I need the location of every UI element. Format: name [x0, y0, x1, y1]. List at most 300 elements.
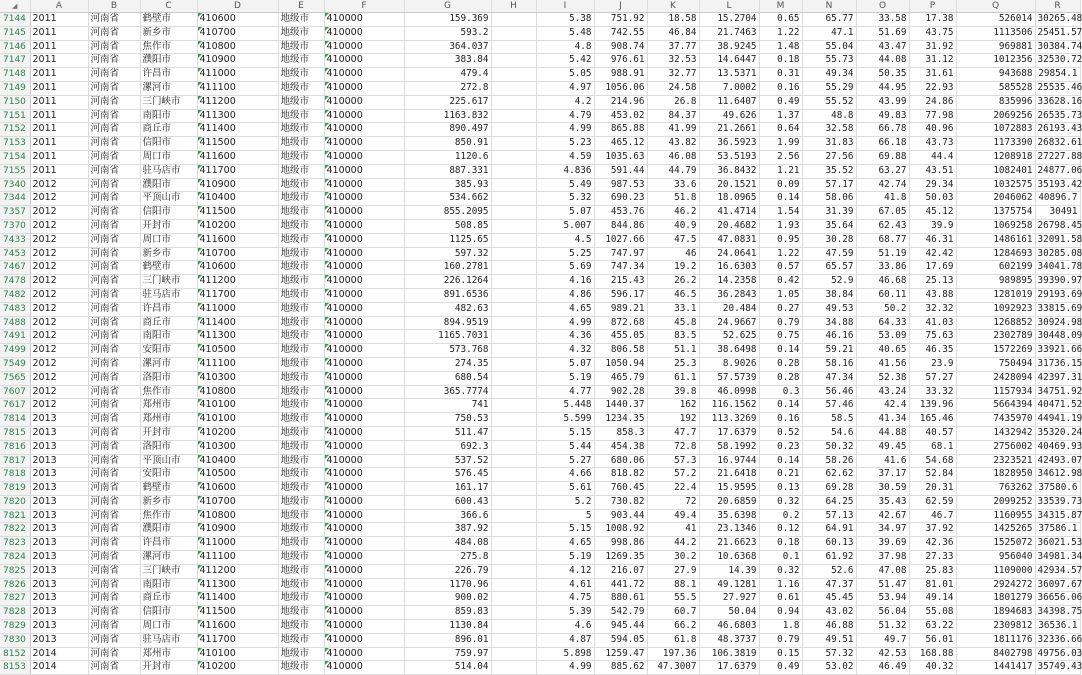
- grid-cell[interactable]: 591.44: [594, 164, 647, 178]
- grid-cell[interactable]: 998.86: [594, 537, 647, 551]
- grid-cell[interactable]: 410700: [197, 26, 278, 40]
- grid-cell[interactable]: 河南省: [88, 68, 140, 82]
- grid-cell[interactable]: 许昌市: [140, 302, 197, 316]
- grid-cell[interactable]: 5.19: [536, 371, 594, 385]
- grid-cell[interactable]: 365.7774: [404, 385, 491, 399]
- grid-cell[interactable]: 河南省: [88, 40, 140, 54]
- grid-cell[interactable]: 5.15: [536, 523, 594, 537]
- grid-cell[interactable]: 4.65: [536, 302, 594, 316]
- grid-cell[interactable]: 5.27: [536, 454, 594, 468]
- grid-cell[interactable]: 2013: [30, 523, 88, 537]
- grid-cell[interactable]: 410600: [197, 482, 278, 496]
- grid-cell[interactable]: 534.662: [404, 192, 491, 206]
- column-header[interactable]: A: [30, 0, 88, 13]
- grid-cell[interactable]: 地级市: [278, 137, 324, 151]
- grid-cell[interactable]: [491, 233, 536, 247]
- grid-cell[interactable]: 42493.07: [1035, 454, 1080, 468]
- grid-cell[interactable]: 地级市: [278, 219, 324, 233]
- grid-cell[interactable]: 410000: [324, 316, 404, 330]
- grid-cell[interactable]: 地级市: [278, 537, 324, 551]
- grid-cell[interactable]: 27.33: [909, 551, 956, 565]
- grid-cell[interactable]: 河南省: [88, 647, 140, 661]
- grid-cell[interactable]: 0.79: [759, 316, 802, 330]
- grid-cell[interactable]: [491, 247, 536, 261]
- grid-cell[interactable]: 50.2: [856, 302, 909, 316]
- grid-cell[interactable]: 47.08: [856, 564, 909, 578]
- grid-cell[interactable]: 64.91: [802, 523, 856, 537]
- grid-cell[interactable]: 42397.31: [1035, 371, 1080, 385]
- row-header[interactable]: 7155: [0, 164, 30, 178]
- grid-cell[interactable]: 742.55: [594, 26, 647, 40]
- row-header[interactable]: 7829: [0, 620, 30, 634]
- grid-cell[interactable]: 410600: [197, 13, 278, 27]
- grid-cell[interactable]: 215.43: [594, 275, 647, 289]
- grid-cell[interactable]: 1269.35: [594, 551, 647, 565]
- grid-cell[interactable]: 410500: [197, 344, 278, 358]
- grid-cell[interactable]: 908.74: [594, 40, 647, 54]
- grid-cell[interactable]: 0.28: [759, 371, 802, 385]
- grid-cell[interactable]: [491, 661, 536, 675]
- grid-cell[interactable]: 410000: [324, 647, 404, 661]
- grid-cell[interactable]: 1572269: [956, 344, 1035, 358]
- grid-cell[interactable]: 1268852: [956, 316, 1035, 330]
- grid-cell[interactable]: 410000: [324, 178, 404, 192]
- grid-cell[interactable]: 0.3: [759, 385, 802, 399]
- grid-cell[interactable]: 51.32: [856, 620, 909, 634]
- grid-cell[interactable]: 43.24: [856, 385, 909, 399]
- grid-cell[interactable]: 57.13: [802, 509, 856, 523]
- grid-cell[interactable]: 66.2: [647, 620, 699, 634]
- grid-cell[interactable]: 地级市: [278, 178, 324, 192]
- grid-cell[interactable]: 地级市: [278, 647, 324, 661]
- grid-cell[interactable]: 2013: [30, 578, 88, 592]
- grid-cell[interactable]: 1035.63: [594, 150, 647, 164]
- grid-cell[interactable]: 河南省: [88, 537, 140, 551]
- grid-cell[interactable]: 21.2661: [699, 123, 759, 137]
- grid-cell[interactable]: 4.8: [536, 40, 594, 54]
- grid-cell[interactable]: 地级市: [278, 288, 324, 302]
- grid-cell[interactable]: [491, 440, 536, 454]
- grid-cell[interactable]: 地级市: [278, 357, 324, 371]
- grid-cell[interactable]: 2013: [30, 468, 88, 482]
- grid-cell[interactable]: 47.5: [647, 233, 699, 247]
- grid-cell[interactable]: 411400: [197, 592, 278, 606]
- grid-cell[interactable]: 1.37: [759, 109, 802, 123]
- grid-cell[interactable]: 30265.48: [1035, 13, 1080, 27]
- grid-cell[interactable]: 2011: [30, 81, 88, 95]
- grid-cell[interactable]: 河南省: [88, 219, 140, 233]
- grid-cell[interactable]: 885.62: [594, 661, 647, 675]
- row-header[interactable]: 7820: [0, 495, 30, 509]
- column-header[interactable]: G: [404, 0, 491, 13]
- row-header[interactable]: 7828: [0, 606, 30, 620]
- grid-cell[interactable]: 安阳市: [140, 344, 197, 358]
- grid-cell[interactable]: 32336.66: [1035, 633, 1080, 647]
- row-header[interactable]: 7488: [0, 316, 30, 330]
- grid-cell[interactable]: 410000: [324, 13, 404, 27]
- grid-cell[interactable]: 地级市: [278, 385, 324, 399]
- grid-cell[interactable]: 197.36: [647, 647, 699, 661]
- grid-cell[interactable]: 31.12: [909, 54, 956, 68]
- grid-cell[interactable]: 46.7: [909, 509, 956, 523]
- grid-cell[interactable]: 41.8: [856, 192, 909, 206]
- grid-cell[interactable]: 漯河市: [140, 551, 197, 565]
- grid-cell[interactable]: 40.57: [909, 426, 956, 440]
- grid-cell[interactable]: 周口市: [140, 233, 197, 247]
- grid-cell[interactable]: 976.61: [594, 54, 647, 68]
- grid-cell[interactable]: 44.88: [856, 426, 909, 440]
- grid-cell[interactable]: 410000: [324, 633, 404, 647]
- grid-cell[interactable]: 410000: [324, 109, 404, 123]
- grid-cell[interactable]: 692.3: [404, 440, 491, 454]
- grid-cell[interactable]: 39.9: [909, 219, 956, 233]
- grid-cell[interactable]: 三门峡市: [140, 95, 197, 109]
- grid-cell[interactable]: 410000: [324, 137, 404, 151]
- row-header[interactable]: 7617: [0, 399, 30, 413]
- grid-cell[interactable]: 594.05: [594, 633, 647, 647]
- grid-cell[interactable]: 410000: [324, 661, 404, 675]
- grid-cell[interactable]: [491, 509, 536, 523]
- grid-cell[interactable]: 383.84: [404, 54, 491, 68]
- grid-cell[interactable]: 16.9744: [699, 454, 759, 468]
- grid-cell[interactable]: 1208918: [956, 150, 1035, 164]
- grid-cell[interactable]: 25535.46: [1035, 81, 1080, 95]
- grid-cell[interactable]: 河南省: [88, 109, 140, 123]
- grid-cell[interactable]: 44.95: [856, 81, 909, 95]
- grid-cell[interactable]: 2428094: [956, 371, 1035, 385]
- grid-cell[interactable]: 763262: [956, 482, 1035, 496]
- grid-cell[interactable]: 2012: [30, 275, 88, 289]
- grid-cell[interactable]: 46.68: [856, 275, 909, 289]
- grid-cell[interactable]: 1165.7031: [404, 330, 491, 344]
- grid-cell[interactable]: 44941.19: [1035, 413, 1080, 427]
- grid-cell[interactable]: 地级市: [278, 247, 324, 261]
- grid-cell[interactable]: 1486161: [956, 233, 1035, 247]
- grid-cell[interactable]: 2012: [30, 192, 88, 206]
- grid-cell[interactable]: 2012: [30, 247, 88, 261]
- grid-cell[interactable]: 56.01: [909, 633, 956, 647]
- grid-cell[interactable]: 1027.66: [594, 233, 647, 247]
- grid-cell[interactable]: 22.4: [647, 482, 699, 496]
- grid-cell[interactable]: 2099252: [956, 495, 1035, 509]
- grid-cell[interactable]: 30384.74: [1035, 40, 1080, 54]
- grid-cell[interactable]: 25451.57: [1035, 26, 1080, 40]
- grid-cell[interactable]: 46: [647, 247, 699, 261]
- grid-cell[interactable]: 855.2095: [404, 206, 491, 220]
- grid-cell[interactable]: 21.7463: [699, 26, 759, 40]
- grid-cell[interactable]: 216.07: [594, 564, 647, 578]
- grid-cell[interactable]: 454.38: [594, 440, 647, 454]
- grid-cell[interactable]: 410300: [197, 440, 278, 454]
- grid-cell[interactable]: 35.64: [802, 219, 856, 233]
- grid-cell[interactable]: 411000: [197, 68, 278, 82]
- grid-cell[interactable]: 20.484: [699, 302, 759, 316]
- grid-cell[interactable]: 455.05: [594, 330, 647, 344]
- grid-cell[interactable]: 24877.06: [1035, 164, 1080, 178]
- grid-cell[interactable]: 35.43: [856, 495, 909, 509]
- grid-cell[interactable]: 988.91: [594, 68, 647, 82]
- grid-cell[interactable]: 1801279: [956, 592, 1035, 606]
- grid-cell[interactable]: [491, 468, 536, 482]
- row-header[interactable]: 7549: [0, 357, 30, 371]
- grid-cell[interactable]: 46.08: [647, 150, 699, 164]
- column-header[interactable]: N: [802, 0, 856, 13]
- grid-cell[interactable]: 989.21: [594, 302, 647, 316]
- grid-cell[interactable]: 410100: [197, 399, 278, 413]
- grid-cell[interactable]: 0.12: [759, 523, 802, 537]
- row-header[interactable]: 7814: [0, 413, 30, 427]
- grid-cell[interactable]: 2011: [30, 95, 88, 109]
- grid-cell[interactable]: 872.68: [594, 316, 647, 330]
- grid-cell[interactable]: 37580.6: [1035, 482, 1080, 496]
- grid-cell[interactable]: 0.75: [759, 330, 802, 344]
- grid-cell[interactable]: 410000: [324, 123, 404, 137]
- grid-cell[interactable]: [491, 261, 536, 275]
- grid-cell[interactable]: 焦作市: [140, 385, 197, 399]
- grid-cell[interactable]: 2012: [30, 288, 88, 302]
- grid-cell[interactable]: 地级市: [278, 164, 324, 178]
- grid-cell[interactable]: 1828950: [956, 468, 1035, 482]
- grid-cell[interactable]: 地级市: [278, 371, 324, 385]
- grid-cell[interactable]: 7.0002: [699, 81, 759, 95]
- grid-cell[interactable]: 514.04: [404, 661, 491, 675]
- grid-cell[interactable]: 69.28: [802, 482, 856, 496]
- grid-cell[interactable]: 0.65: [759, 13, 802, 27]
- grid-cell[interactable]: 411500: [197, 137, 278, 151]
- grid-cell[interactable]: [491, 302, 536, 316]
- grid-cell[interactable]: 573.768: [404, 344, 491, 358]
- grid-cell[interactable]: 地级市: [278, 523, 324, 537]
- grid-cell[interactable]: [491, 454, 536, 468]
- grid-cell[interactable]: 17.6379: [699, 426, 759, 440]
- grid-cell[interactable]: 河南省: [88, 509, 140, 523]
- grid-cell[interactable]: 2013: [30, 633, 88, 647]
- grid-cell[interactable]: 鹤壁市: [140, 261, 197, 275]
- grid-cell[interactable]: 0.28: [759, 357, 802, 371]
- grid-cell[interactable]: 濮阳市: [140, 54, 197, 68]
- grid-cell[interactable]: 34.97: [856, 523, 909, 537]
- grid-cell[interactable]: 45.8: [647, 316, 699, 330]
- grid-cell[interactable]: 地级市: [278, 551, 324, 565]
- grid-cell[interactable]: 0.14: [759, 399, 802, 413]
- grid-cell[interactable]: 2012: [30, 233, 88, 247]
- grid-cell[interactable]: 2012: [30, 302, 88, 316]
- grid-cell[interactable]: 郑州市: [140, 413, 197, 427]
- grid-cell[interactable]: 新乡市: [140, 495, 197, 509]
- grid-cell[interactable]: 1120.6: [404, 150, 491, 164]
- grid-cell[interactable]: 903.44: [594, 509, 647, 523]
- grid-cell[interactable]: 453.02: [594, 109, 647, 123]
- grid-cell[interactable]: 54.6: [802, 426, 856, 440]
- grid-cell[interactable]: 68.77: [856, 233, 909, 247]
- grid-cell[interactable]: 河南省: [88, 523, 140, 537]
- grid-cell[interactable]: 680.06: [594, 454, 647, 468]
- grid-cell[interactable]: 411400: [197, 316, 278, 330]
- grid-cell[interactable]: 385.93: [404, 178, 491, 192]
- grid-cell[interactable]: 58.16: [802, 357, 856, 371]
- grid-cell[interactable]: 410500: [197, 468, 278, 482]
- grid-cell[interactable]: 844.86: [594, 219, 647, 233]
- grid-cell[interactable]: 4.99: [536, 661, 594, 675]
- grid-cell[interactable]: 508.85: [404, 219, 491, 233]
- grid-cell[interactable]: 1.21: [759, 164, 802, 178]
- grid-cell[interactable]: 4.6: [536, 620, 594, 634]
- grid-cell[interactable]: 5.05: [536, 68, 594, 82]
- grid-cell[interactable]: 洛阳市: [140, 440, 197, 454]
- grid-cell[interactable]: 410400: [197, 454, 278, 468]
- grid-cell[interactable]: 64.33: [856, 316, 909, 330]
- grid-cell[interactable]: 26.2: [647, 275, 699, 289]
- grid-cell[interactable]: [491, 123, 536, 137]
- grid-cell[interactable]: 5: [536, 509, 594, 523]
- grid-cell[interactable]: 161.17: [404, 482, 491, 496]
- grid-cell[interactable]: 河南省: [88, 661, 140, 675]
- grid-cell[interactable]: 410000: [324, 81, 404, 95]
- grid-cell[interactable]: 106.3819: [699, 647, 759, 661]
- grid-cell[interactable]: 62.59: [909, 495, 956, 509]
- grid-cell[interactable]: 55.04: [802, 40, 856, 54]
- grid-cell[interactable]: 2013: [30, 440, 88, 454]
- grid-cell[interactable]: 河南省: [88, 316, 140, 330]
- grid-cell[interactable]: [491, 620, 536, 634]
- grid-cell[interactable]: 2323521: [956, 454, 1035, 468]
- grid-cell[interactable]: 5.19: [536, 551, 594, 565]
- grid-cell[interactable]: [491, 385, 536, 399]
- grid-cell[interactable]: 49756.03: [1035, 647, 1080, 661]
- grid-cell[interactable]: 43.75: [909, 26, 956, 40]
- grid-cell[interactable]: 49.45: [856, 440, 909, 454]
- row-header[interactable]: 7824: [0, 551, 30, 565]
- grid-cell[interactable]: 开封市: [140, 219, 197, 233]
- grid-cell[interactable]: 1811176: [956, 633, 1035, 647]
- grid-cell[interactable]: 4.99: [536, 316, 594, 330]
- grid-cell[interactable]: 27.927: [699, 592, 759, 606]
- grid-cell[interactable]: [491, 357, 536, 371]
- grid-cell[interactable]: 2013: [30, 537, 88, 551]
- grid-cell[interactable]: 956040: [956, 551, 1035, 565]
- grid-cell[interactable]: 地级市: [278, 68, 324, 82]
- grid-cell[interactable]: 20.1521: [699, 178, 759, 192]
- grid-cell[interactable]: 730.82: [594, 495, 647, 509]
- grid-cell[interactable]: 26193.43: [1035, 123, 1080, 137]
- grid-cell[interactable]: [491, 537, 536, 551]
- grid-cell[interactable]: 17.69: [909, 261, 956, 275]
- grid-cell[interactable]: 48.8: [802, 109, 856, 123]
- grid-cell[interactable]: 57.2: [647, 468, 699, 482]
- grid-cell[interactable]: 地级市: [278, 13, 324, 27]
- grid-cell[interactable]: 河南省: [88, 275, 140, 289]
- grid-cell[interactable]: 806.58: [594, 344, 647, 358]
- grid-cell[interactable]: 36.2843: [699, 288, 759, 302]
- grid-cell[interactable]: 51.69: [856, 26, 909, 40]
- grid-cell[interactable]: 42934.57: [1035, 564, 1080, 578]
- grid-cell[interactable]: 46.35: [909, 344, 956, 358]
- grid-cell[interactable]: 1.54: [759, 206, 802, 220]
- grid-cell[interactable]: 河南省: [88, 247, 140, 261]
- grid-cell[interactable]: 河南省: [88, 633, 140, 647]
- grid-cell[interactable]: 1440.37: [594, 399, 647, 413]
- grid-cell[interactable]: 410000: [324, 219, 404, 233]
- grid-cell[interactable]: 41.6: [856, 454, 909, 468]
- grid-cell[interactable]: 0.32: [759, 495, 802, 509]
- grid-cell[interactable]: 8402798: [956, 647, 1035, 661]
- grid-cell[interactable]: 三门峡市: [140, 275, 197, 289]
- grid-cell[interactable]: 35749.43: [1035, 661, 1080, 675]
- grid-cell[interactable]: 77.98: [909, 109, 956, 123]
- grid-cell[interactable]: 2012: [30, 219, 88, 233]
- grid-cell[interactable]: 0.14: [759, 454, 802, 468]
- grid-cell[interactable]: 57.5739: [699, 371, 759, 385]
- grid-cell[interactable]: 465.12: [594, 137, 647, 151]
- grid-cell[interactable]: 62.62: [802, 468, 856, 482]
- grid-cell[interactable]: 46.88: [802, 620, 856, 634]
- column-header[interactable]: O: [856, 0, 909, 13]
- grid-cell[interactable]: 41.03: [909, 316, 956, 330]
- grid-cell[interactable]: 14.39: [699, 564, 759, 578]
- grid-cell[interactable]: 40471.52: [1035, 399, 1080, 413]
- grid-cell[interactable]: 56.04: [856, 606, 909, 620]
- grid-cell[interactable]: 41.4714: [699, 206, 759, 220]
- grid-cell[interactable]: 46.31: [909, 233, 956, 247]
- grid-cell[interactable]: 43.47: [856, 40, 909, 54]
- grid-cell[interactable]: 0.21: [759, 468, 802, 482]
- grid-cell[interactable]: 20.31: [909, 482, 956, 496]
- grid-cell[interactable]: 23.9: [909, 357, 956, 371]
- grid-cell[interactable]: 43.88: [909, 288, 956, 302]
- grid-cell[interactable]: 900.02: [404, 592, 491, 606]
- row-header[interactable]: 7826: [0, 578, 30, 592]
- grid-cell[interactable]: 2012: [30, 385, 88, 399]
- column-header[interactable]: L: [699, 0, 759, 13]
- grid-cell[interactable]: 地级市: [278, 509, 324, 523]
- grid-cell[interactable]: 2.56: [759, 150, 802, 164]
- grid-cell[interactable]: 2011: [30, 109, 88, 123]
- grid-cell[interactable]: 驻马店市: [140, 288, 197, 302]
- grid-cell[interactable]: 410100: [197, 413, 278, 427]
- grid-cell[interactable]: 53.09: [856, 330, 909, 344]
- grid-cell[interactable]: 2013: [30, 509, 88, 523]
- grid-cell[interactable]: 411700: [197, 164, 278, 178]
- grid-cell[interactable]: 2013: [30, 426, 88, 440]
- grid-cell[interactable]: 地级市: [278, 399, 324, 413]
- grid-cell[interactable]: 29.34: [909, 178, 956, 192]
- grid-cell[interactable]: 31736.15: [1035, 357, 1080, 371]
- grid-cell[interactable]: 2013: [30, 482, 88, 496]
- grid-cell[interactable]: 690.23: [594, 192, 647, 206]
- row-header[interactable]: 7825: [0, 564, 30, 578]
- grid-cell[interactable]: 驻马店市: [140, 633, 197, 647]
- grid-cell[interactable]: 46.16: [802, 330, 856, 344]
- grid-cell[interactable]: 0.18: [759, 54, 802, 68]
- grid-cell[interactable]: 1.48: [759, 40, 802, 54]
- grid-cell[interactable]: 1092923: [956, 302, 1035, 316]
- row-header[interactable]: 7478: [0, 275, 30, 289]
- grid-cell[interactable]: 33921.66: [1035, 344, 1080, 358]
- grid-cell[interactable]: 河南省: [88, 551, 140, 565]
- grid-cell[interactable]: 4.2: [536, 95, 594, 109]
- row-header[interactable]: 7344: [0, 192, 30, 206]
- grid-cell[interactable]: 商丘市: [140, 123, 197, 137]
- grid-cell[interactable]: 41: [647, 523, 699, 537]
- grid-cell[interactable]: 0.09: [759, 178, 802, 192]
- row-header[interactable]: 7146: [0, 40, 30, 54]
- grid-cell[interactable]: 36.5923: [699, 137, 759, 151]
- grid-cell[interactable]: 郑州市: [140, 399, 197, 413]
- row-header[interactable]: 7467: [0, 261, 30, 275]
- grid-cell[interactable]: 56.46: [802, 385, 856, 399]
- grid-cell[interactable]: 2046062: [956, 192, 1035, 206]
- grid-cell[interactable]: 24.0641: [699, 247, 759, 261]
